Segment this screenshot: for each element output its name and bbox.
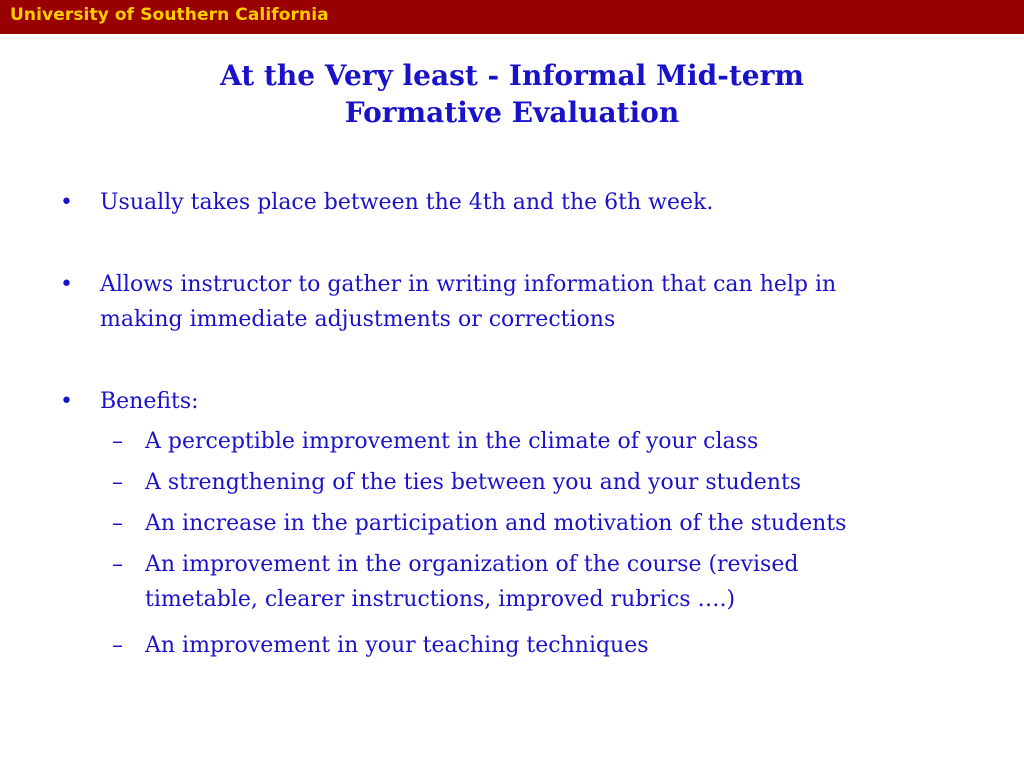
bullet-text-continued: making immediate adjustments or corrections xyxy=(100,307,616,332)
bullet-marker: • xyxy=(60,272,73,297)
sub-bullet-marker: – xyxy=(112,633,123,658)
institution-logo-text: University of Southern California xyxy=(10,5,329,25)
sub-bullet-text: A perceptible improvement in the climate of your class xyxy=(145,429,759,454)
sub-bullet-text: A strengthening of the ties between you and your students xyxy=(145,470,802,495)
sub-bullet-marker: – xyxy=(112,470,123,495)
sub-bullet-text: An improvement in your teaching techniques xyxy=(145,633,649,658)
slide-title-line-1: At the Very least - Informal Mid-term xyxy=(220,59,804,92)
sub-bullet-text: An increase in the participation and motivation of the students xyxy=(145,511,847,536)
bullet-marker: • xyxy=(60,389,73,414)
sub-bullet-text: An improvement in the organization of the course (revised xyxy=(145,552,799,577)
bullet-text: Usually takes place between the 4th and the 6th week. xyxy=(100,190,714,215)
sub-bullet-text-continued: timetable, clearer instructions, improved rubrics ….) xyxy=(145,587,736,612)
sub-bullet-marker: – xyxy=(112,511,123,536)
sub-bullet-marker: – xyxy=(112,429,123,454)
bullet-text: Allows instructor to gather in writing information that can help in xyxy=(100,272,837,297)
sub-bullet-marker: – xyxy=(112,552,123,577)
slide-title-line-2: Formative Evaluation xyxy=(344,96,680,129)
bullet-marker: • xyxy=(60,190,73,215)
bullet-text: Benefits: xyxy=(100,389,199,414)
